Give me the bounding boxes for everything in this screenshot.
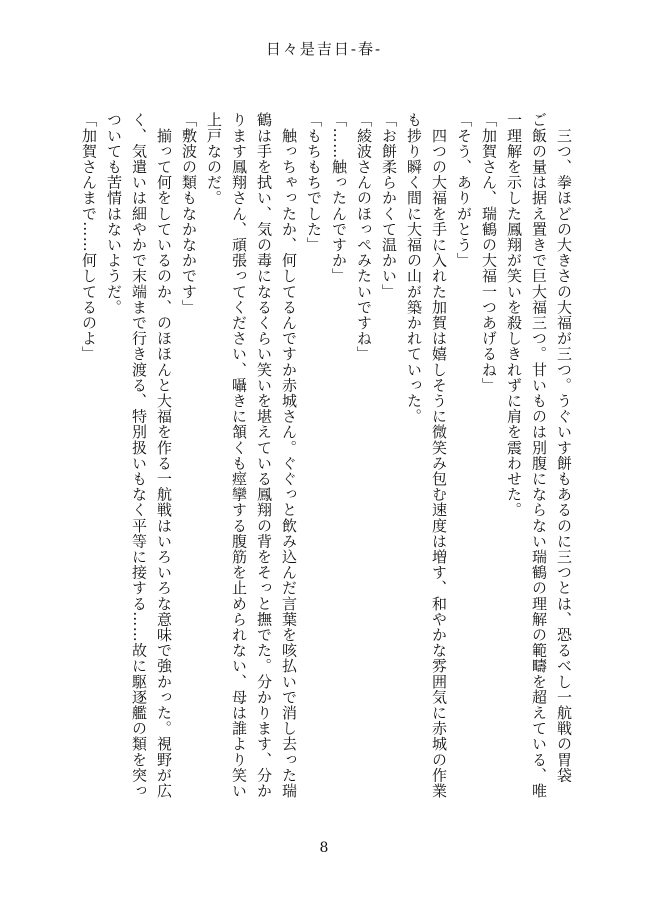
text-line: 「もちもちでした」: [305, 112, 323, 253]
page-header: 日々是吉日-春-: [265, 40, 383, 58]
text-line: 三つ、拳ほどの大きさの大福が三つ。うぐいす餅もあるのに三つとは、恐るべし一航戦の胃袋: [555, 112, 573, 783]
page-number: 8: [319, 840, 329, 856]
text-line: 「……触ったんですか」: [330, 112, 348, 284]
text-line: く、気遣いは細やかで末端まで行き渡る、特別扱いもなく平等に接する……故に駆逐艦の類を突っ: [130, 112, 148, 799]
text-line: 一理解を示した鳳翔が笑いを殺しきれずに肩を震わせた。: [505, 112, 523, 518]
novel-body-text: [76, 112, 576, 802]
text-line: 「綾波さんのほっぺみたいですね」: [355, 112, 373, 362]
text-line: 「加賀さん、瑞鶴の大福一つあげるね」: [480, 112, 498, 393]
text-line: ご飯の量は据え置きで巨大福三つ。甘いものは別腹にならない瑞鶴の理解の範疇を超えている、唯: [530, 112, 548, 799]
text-line: 四つの大福を手に入れた加賀は嬉しそうに微笑み包む速度は増す、和やかな雰囲気に赤城の作業: [430, 112, 448, 799]
text-line: 揃って何をしているのか、のほほんと大福を作る一航戦はいろいろな意味で強かった。視野が広: [155, 112, 173, 799]
text-line: 「敷波の類もなかなかです」: [180, 112, 198, 315]
text-line: 鶴は手を拭い、気の毒になるくらい笑いを堪えている鳳翔の背をそっと撫でた。分かります、分か: [255, 112, 273, 799]
text-line: 「加賀さんまで……何してるのよ」: [80, 112, 98, 362]
text-line: 上戸なのだ。: [205, 112, 223, 206]
text-line: 「お餅柔らかくて温かい」: [380, 112, 398, 300]
text-line: も捗り瞬く間に大福の山が築かれていった。: [405, 112, 423, 424]
text-line: 「そう、ありがとう」: [455, 112, 473, 268]
text-line: ついても苦情はないようだ。: [105, 112, 123, 315]
text-line: 触っちゃったか、何してるんですか赤城さん。ぐぐっと飲み込んだ言葉を咳払いで消し去った瑞: [280, 112, 298, 799]
text-line: ります鳳翔さん、頑張ってください、囁きに頷くも痙攣する腹筋を止められない、母は誰より笑い: [230, 112, 248, 799]
